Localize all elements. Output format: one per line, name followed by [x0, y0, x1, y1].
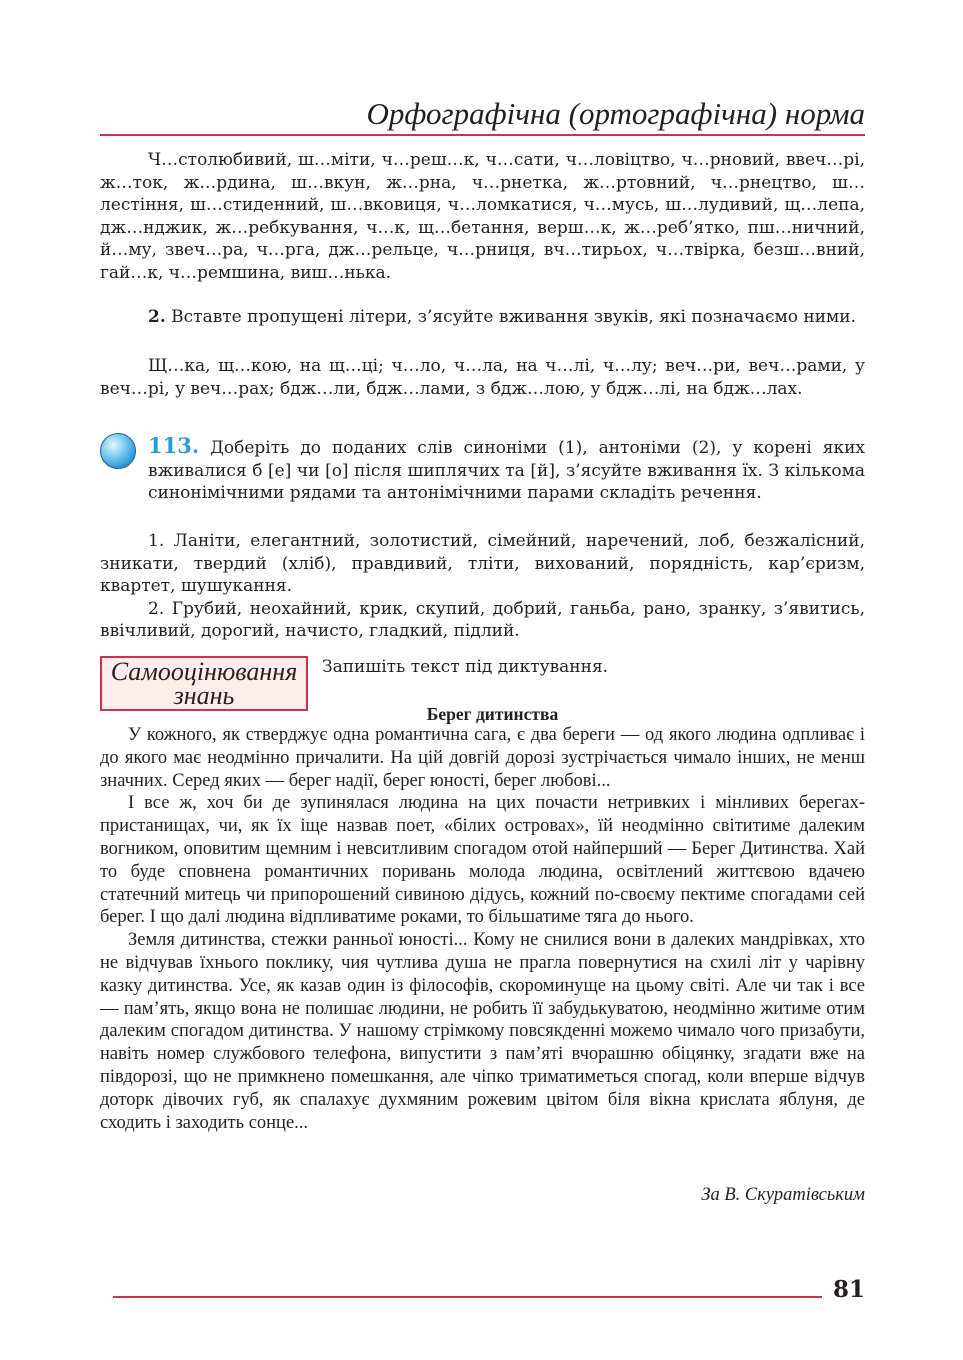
dictation-paragraph: Земля дитинства, стежки ранньої юності... Кому не снилися вони в далеких мандрівках, хто не відчував їхнього поклику, чия чутлива душа не прагла повернутися на схилі літ у чарівну казку дитинства. Усе, як казав один із філософів, скороминуще на цьому світі. Але чи так і все — пам’ять, якщо вона не полишає людини, не робить її забудькуватою, неодмінно житиме отим далеким спогадом дитинства. У нашому стрімкому повсякденні можемо чимало чого призабути, навіть номер службового телефона, випустити з пам’яті вчорашню обіцянку, згадати вже на півдорозі, що не примкнено помешкання, але чіпко триматиметься спогад, коли вперше відчув доторк дівочих губ, як спалахує духмяним рожевим цвітом біля вікна крислата яблуня, де сходить і заходить сонце... — [100, 930, 865, 1133]
task-2-number: 2. — [148, 307, 166, 327]
task-2-words-paragraph: Щ…ка, щ…кою, на щ…ці; ч…ло, ч…ла, на ч…лі, ч…лу; веч…ри, веч…рами, у веч…рі, у веч…рах; бдж…ли, бдж…лами, з бдж…лою, у бдж…лі, на бдж…лах. — [100, 356, 865, 399]
exercise-113-paragraph — [148, 435, 865, 505]
page-header-title: Орфографічна (ортографічна) норма — [366, 96, 865, 131]
page-number: 81 — [832, 1276, 865, 1303]
exercise-112-task-2 — [100, 306, 865, 329]
dictation-paragraph: У кожного, як стверджує одна романтична сага, є два береги — од якого людина одпливає і до якого має неодмінно причалити. На цій довгій дорозі зустрічається чимало інших, не менш значних. Серед яких — берег надії, берег юності, берег любові... — [100, 725, 865, 791]
exercise-number: 113. — [148, 433, 200, 458]
dictation-author: За В. Скуратівським — [701, 1185, 865, 1205]
exercise-113-lists — [100, 530, 865, 643]
antonyms-list: 2. Грубий, неохайний, крик, скупий, добрий, ганьба, рано, зранку, з’явитись, ввічливий, дорогий, начисто, гладкий, підлий. — [100, 598, 865, 642]
dictation-title: Берег дитинства — [426, 704, 559, 724]
word-list-paragraph: Ч…столюбивий, ш…міти, ч…реш…к, ч…сати, ч…ловіцтво, ч…рновий, ввеч…рі, ж…ток, ж…рдина, ш…вкун, ж…рна, ч…рнетка, ж…ртовний, ч…рнецтво, ш…лестіння, ш…стиденний, ш…вковиця, ч…ломкатися, ч…мусь, ш…лудивий, щ…лепа, дж…нджик, ж…ребкування, ч…к, щ…бетання, верш…к, ж…реб’ятко, пш…ничний, й…му, звеч…ра, ч…рга, дж…рельце, ч…рниця, вч…тирьох, ч…твірка, безш…вний, гай…к, ч…ремшина, виш…нька. — [100, 150, 865, 283]
synonyms-list: 1. Ланіти, елегантний, золотистий, сімейний, наречений, лоб, безжалісний, зникати, твердий (хліб), правдивий, тліти, вихований, порядність, кар’єризм, квартет, шушукання. — [100, 531, 865, 597]
exercise-112-words — [100, 149, 865, 285]
self-assessment-task: Запишіть текст під диктування. — [322, 657, 609, 677]
exercise-113-text: Доберіть до поданих слів синоніми (1), антоніми (2), у корені яких вживалися б [е] чи [о] після шиплячих та [й], з’ясуйте вживання їх. З кількома синонімічними рядами та антонімічними парами складіть речення. — [148, 438, 865, 504]
task-2-paragraph — [100, 306, 865, 329]
self-assessment-line-2: знань — [173, 681, 235, 710]
header-divider — [100, 134, 865, 136]
dictation-text — [100, 724, 865, 1134]
self-assessment-line-1: Самооцінювання — [110, 657, 298, 686]
self-assessment-label — [100, 656, 308, 711]
exercise-circle-icon — [100, 433, 136, 469]
footer-divider — [113, 1296, 822, 1298]
exercise-112-task-2-words — [100, 355, 865, 400]
task-2-text: Вставте пропущені літери, з’ясуйте вживання звуків, які позначаємо ними. — [171, 307, 857, 327]
dictation-paragraph: І все ж, хоч би де зупинялася людина на цих почасти нетривких і мінливих берегах-пристанищах, чи, як їх іще назвав поет, «білих островах», їй неодмінно світитиме далеким вогником, оповитим щемним і невситливим спогадом отой найперший — Берег Дитинства. Хай то буде сповнена романтичних поривань молода людина, освітлений життєвою вдачею статечний митець чи припорошений сивиною дідусь, кожний по-своєму пектиме спогадами сей берег. І що далі людина відпливатиме роками, то більшатиме тяга до нього. — [100, 793, 865, 928]
exercise-113-task — [148, 435, 865, 505]
